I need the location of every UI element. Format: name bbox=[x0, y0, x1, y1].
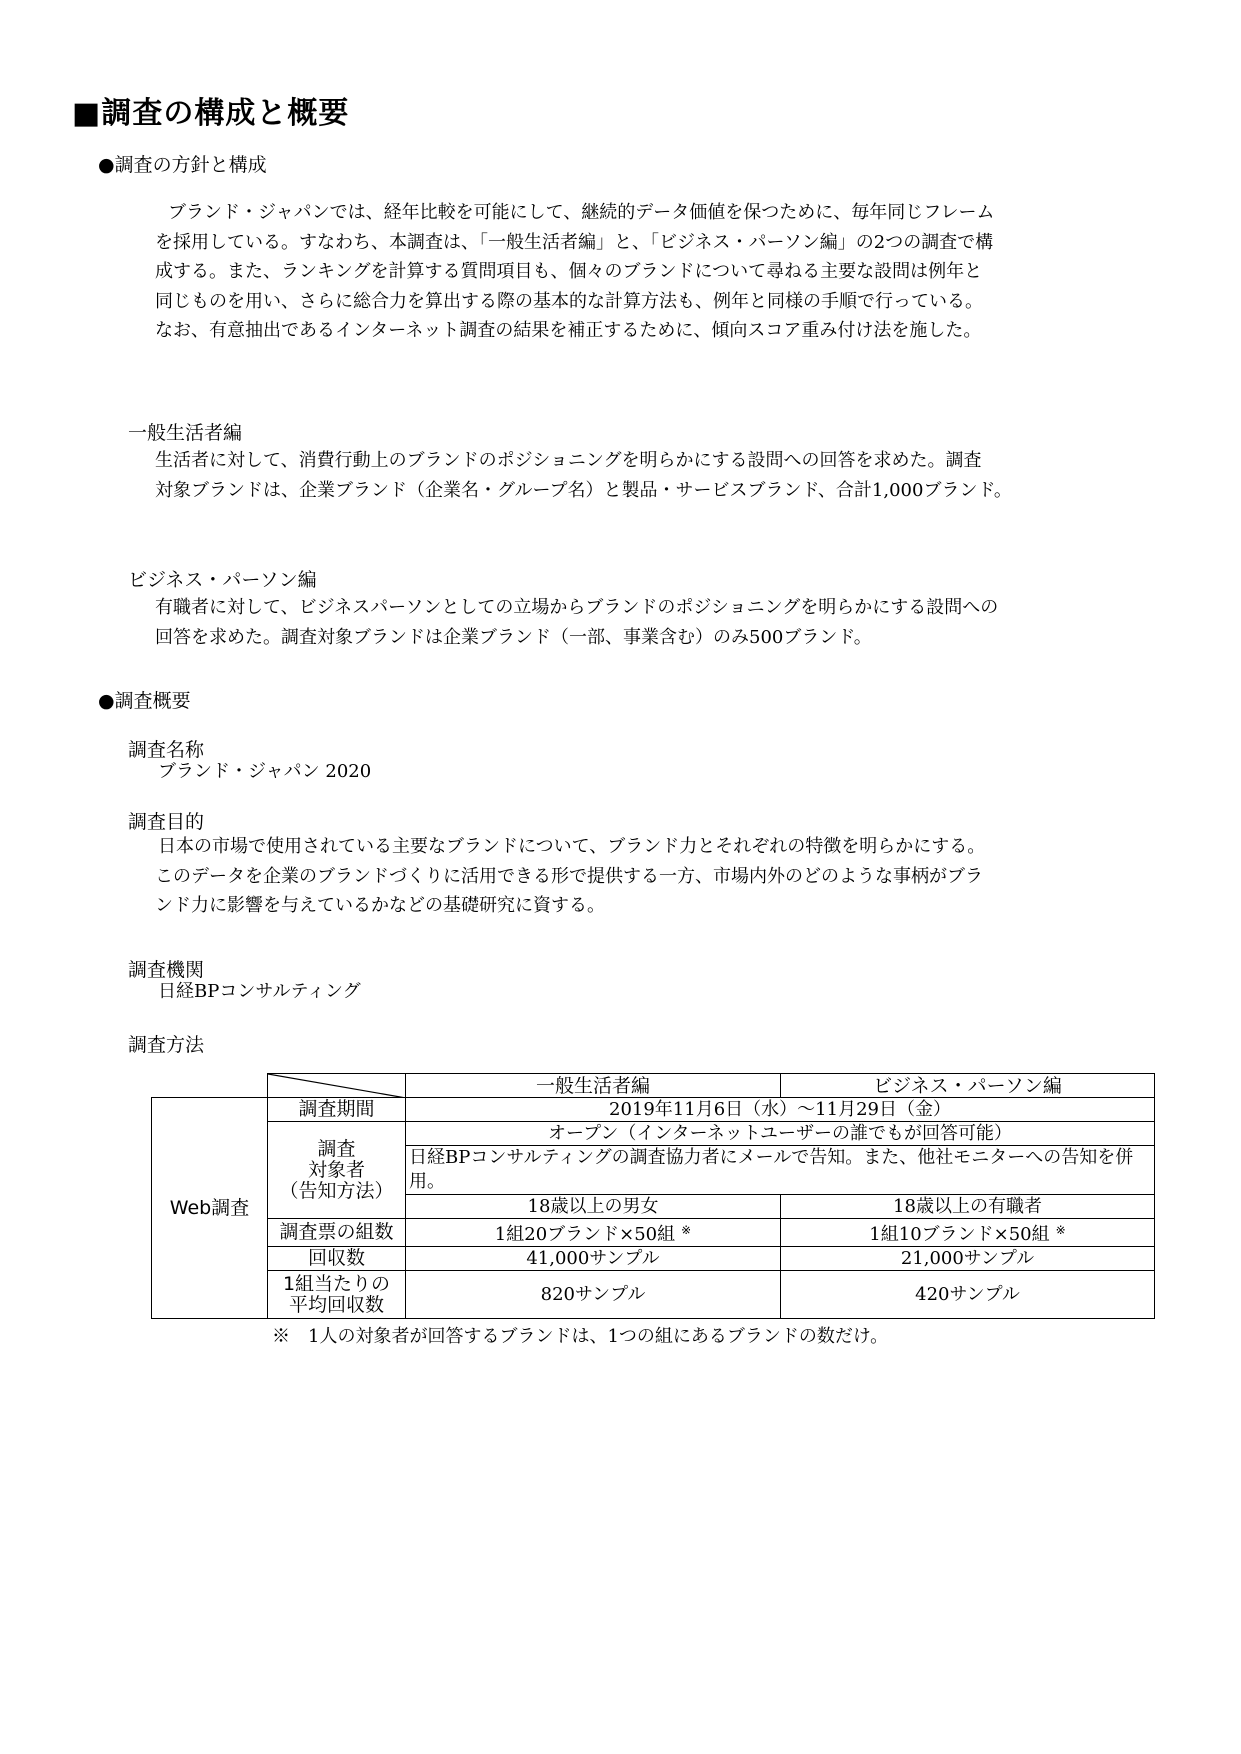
overview-heading: ●調査概要 bbox=[98, 690, 191, 712]
survey-purpose-label: 調査目的 bbox=[128, 811, 205, 833]
business-heading: ビジネス・パーソン編 bbox=[128, 569, 317, 591]
table-header-row bbox=[152, 1074, 1155, 1098]
average-business-value: 420サンプル bbox=[781, 1271, 1155, 1319]
target-label bbox=[268, 1122, 406, 1219]
responses-label: 回収数 bbox=[268, 1247, 406, 1271]
policy-paragraph bbox=[155, 198, 995, 346]
responses-business-value: 21,000サンプル bbox=[781, 1247, 1155, 1271]
policy-line: 同じものを用い、さらに総合力を算出する際の基本的な計算方法も、例年と同様の手順で行っている。 bbox=[155, 290, 983, 312]
sets-label: 調査票の組数 bbox=[268, 1219, 406, 1247]
target-label-line: 対象者 bbox=[307, 1158, 365, 1181]
survey-org-value: 日経BPコンサルティング bbox=[158, 981, 361, 1002]
table-row-sets bbox=[152, 1219, 1155, 1247]
purpose-line: このデータを企業のブランドづくりに活用できる形で提供する一方、市場内外のどのような事柄がブラ bbox=[155, 865, 983, 887]
column-header-business: ビジネス・パーソン編 bbox=[781, 1074, 1155, 1098]
column-header-general: 一般生活者編 bbox=[406, 1074, 781, 1098]
general-line: 対象ブランドは、企業ブランド（企業名・グループ名）と製品・サービスブランド、合計1,000ブランド。 bbox=[155, 479, 1012, 501]
business-line: 有職者に対して、ビジネスパーソンとしての立場からブランドのポジショニングを明らかにする設問への bbox=[155, 597, 999, 618]
web-survey-label: Web調査 bbox=[152, 1098, 268, 1319]
page-title: ■調査の構成と概要 bbox=[72, 96, 350, 131]
average-general-value: 820サンプル bbox=[406, 1271, 781, 1319]
policy-heading: ●調査の方針と構成 bbox=[98, 154, 267, 176]
policy-line: ブランド・ジャパンでは、経年比較を可能にして、継続的データ価値を保つために、毎年同じフレーム bbox=[168, 202, 995, 223]
sets-business-value: 1組10ブランド×50組 bbox=[869, 1224, 1050, 1245]
purpose-line: 日本の市場で使用されている主要なブランドについて、ブランド力とそれぞれの特徴を明らかにする。 bbox=[158, 836, 986, 857]
sets-general-cell bbox=[406, 1219, 781, 1247]
target-open-value: オープン（インターネットユーザーの誰でもが回答可能） bbox=[406, 1122, 1155, 1146]
survey-method-table bbox=[151, 1073, 1155, 1319]
sets-note-mark: ※ bbox=[681, 1223, 692, 1237]
target-notice-value: 日経BPコンサルティングの調査協力者にメールで告知。また、他社モニターへの告知を併用。 bbox=[406, 1146, 1155, 1195]
survey-name-value: ブランド・ジャパン 2020 bbox=[158, 761, 372, 782]
period-label: 調査期間 bbox=[268, 1098, 406, 1122]
table-row-period bbox=[152, 1098, 1155, 1122]
survey-org-label: 調査機関 bbox=[128, 959, 205, 981]
general-line: 生活者に対して、消費行動上のブランドのポジショニングを明らかにする設問への回答を求めた。調査 bbox=[155, 450, 982, 471]
target-label-line: （告知方法） bbox=[279, 1179, 394, 1202]
diagonal-line bbox=[268, 1074, 406, 1098]
general-heading: 一般生活者編 bbox=[128, 422, 243, 444]
period-value: 2019年11月6日（水）～11月29日（金） bbox=[406, 1098, 1155, 1122]
target-business-value: 18歳以上の有職者 bbox=[781, 1195, 1155, 1219]
table-footnote: ※ 1人の対象者が回答するブランドは、1つの組にあるブランドの数だけ。 bbox=[272, 1326, 889, 1347]
survey-name-label: 調査名称 bbox=[128, 739, 205, 761]
table-diagonal-cell bbox=[268, 1074, 406, 1098]
table-row-average bbox=[152, 1271, 1155, 1319]
business-paragraph bbox=[155, 593, 998, 652]
target-general-value: 18歳以上の男女 bbox=[406, 1195, 781, 1219]
purpose-line: ンド力に影響を与えているかなどの基礎研究に資する。 bbox=[155, 895, 605, 916]
responses-general-value: 41,000サンプル bbox=[406, 1247, 781, 1271]
policy-line: 成する。また、ランキングを計算する質問項目も、個々のブランドについて尋ねる主要な設問は例年と bbox=[155, 261, 983, 282]
sets-general-value: 1組20ブランド×50組 bbox=[494, 1224, 676, 1245]
sets-business-cell bbox=[781, 1219, 1155, 1247]
table-row-responses bbox=[152, 1247, 1155, 1271]
survey-purpose-paragraph bbox=[155, 832, 985, 921]
target-label-line: 調査 bbox=[317, 1137, 356, 1160]
survey-method-label: 調査方法 bbox=[128, 1034, 205, 1056]
average-label-line: 1組当たりの bbox=[282, 1272, 391, 1295]
table-corner-blank bbox=[152, 1074, 268, 1098]
average-label-line: 平均回収数 bbox=[288, 1293, 384, 1316]
table-row-target-open bbox=[152, 1122, 1155, 1146]
business-line: 回答を求めた。調査対象ブランドは企業ブランド（一部、事業含む）のみ500ブランド。 bbox=[155, 626, 872, 648]
policy-line: なお、有意抽出であるインターネット調査の結果を補正するために、傾向スコア重み付け法を施した。 bbox=[155, 320, 982, 341]
policy-line: を採用している。すなわち、本調査は、「一般生活者編」と、「ビジネス・パーソン編」の2つの調査で構 bbox=[155, 231, 994, 253]
sets-note-mark: ※ bbox=[1055, 1223, 1066, 1237]
average-label bbox=[268, 1271, 406, 1319]
general-paragraph bbox=[155, 446, 1012, 505]
